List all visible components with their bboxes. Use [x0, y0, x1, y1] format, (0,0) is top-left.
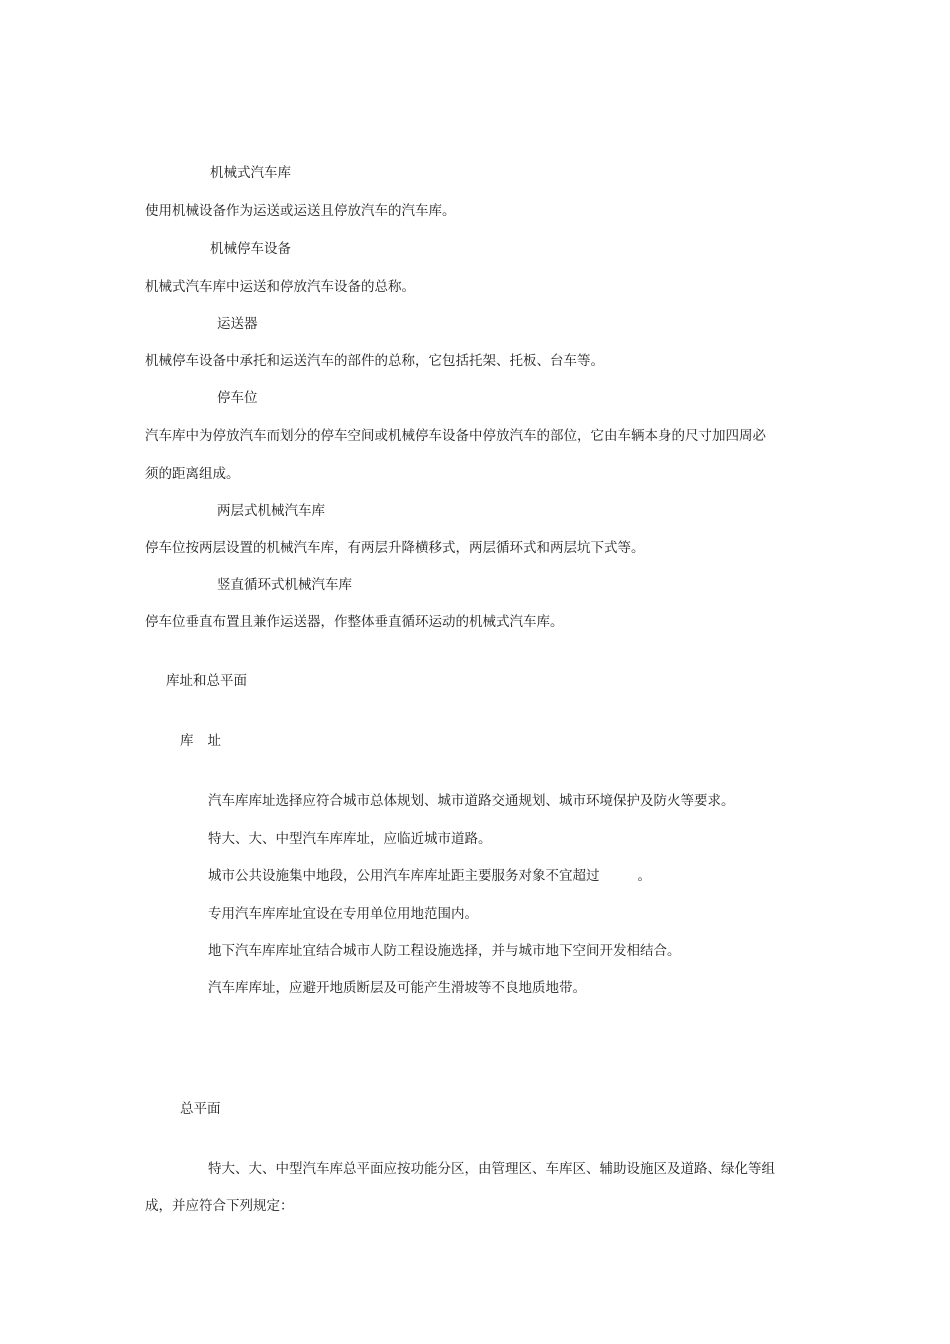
- general-plan-paragraph: 特大、大、中型汽车库总平面应按功能分区，由管理区、车库区、辅助设施区及道路、绿化等组: [208, 1161, 775, 1177]
- term-heading: 停车位: [217, 390, 258, 406]
- term-description: 使用机械设备作为运送或运送且停放汽车的汽车库。: [145, 203, 456, 219]
- site-clause: 特大、大、中型汽车库库址，应临近城市道路。: [208, 831, 492, 847]
- term-heading: 机械停车设备: [210, 241, 291, 257]
- section-heading-char: 库: [180, 733, 194, 749]
- term-description: 停车位按两层设置的机械汽车库，有两层升降横移式，两层循环式和两层坑下式等。: [145, 540, 645, 556]
- site-clause-text: 城市公共设施集中地段，公用汽车库库址距主要服务对象不宜超过: [208, 868, 600, 884]
- term-description: 停车位垂直布置且兼作运送器，作整体垂直循环运动的机械式汽车库。: [145, 614, 564, 630]
- term-description-continued: 须的距离组成。: [145, 466, 240, 482]
- term-description: 机械停车设备中承托和运送汽车的部件的总称，它包括托架、托板、台车等。: [145, 353, 604, 369]
- section-heading-site: [180, 732, 221, 750]
- term-heading: 机械式汽车库: [210, 165, 291, 181]
- section-heading-general-plan: 总平面: [180, 1101, 221, 1117]
- site-clause: [208, 867, 651, 885]
- term-heading: 运送器: [217, 316, 258, 332]
- term-heading: 竖直循环式机械汽车库: [217, 577, 352, 593]
- term-description: 汽车库中为停放汽车而划分的停车空间或机械停车设备中停放汽车的部位，它由车辆本身的尺寸加四周必: [145, 428, 766, 444]
- chapter-title: 库址和总平面: [166, 673, 247, 689]
- section-heading-char: 址: [207, 733, 221, 749]
- site-clause: 汽车库库址，应避开地质断层及可能产生滑坡等不良地质地带。: [208, 980, 586, 996]
- term-description: 机械式汽车库中运送和停放汽车设备的总称。: [145, 279, 415, 295]
- site-clause-end: 。: [637, 868, 651, 884]
- site-clause: 地下汽车库库址宜结合城市人防工程设施选择，并与城市地下空间开发相结合。: [208, 943, 681, 959]
- general-plan-paragraph-continued: 成，并应符合下列规定：: [145, 1198, 294, 1214]
- site-clause: 专用汽车库库址宜设在专用单位用地范围内。: [208, 906, 478, 922]
- term-heading: 两层式机械汽车库: [217, 503, 325, 519]
- site-clause: 汽车库库址选择应符合城市总体规划、城市道路交通规划、城市环境保护及防火等要求。: [208, 793, 735, 809]
